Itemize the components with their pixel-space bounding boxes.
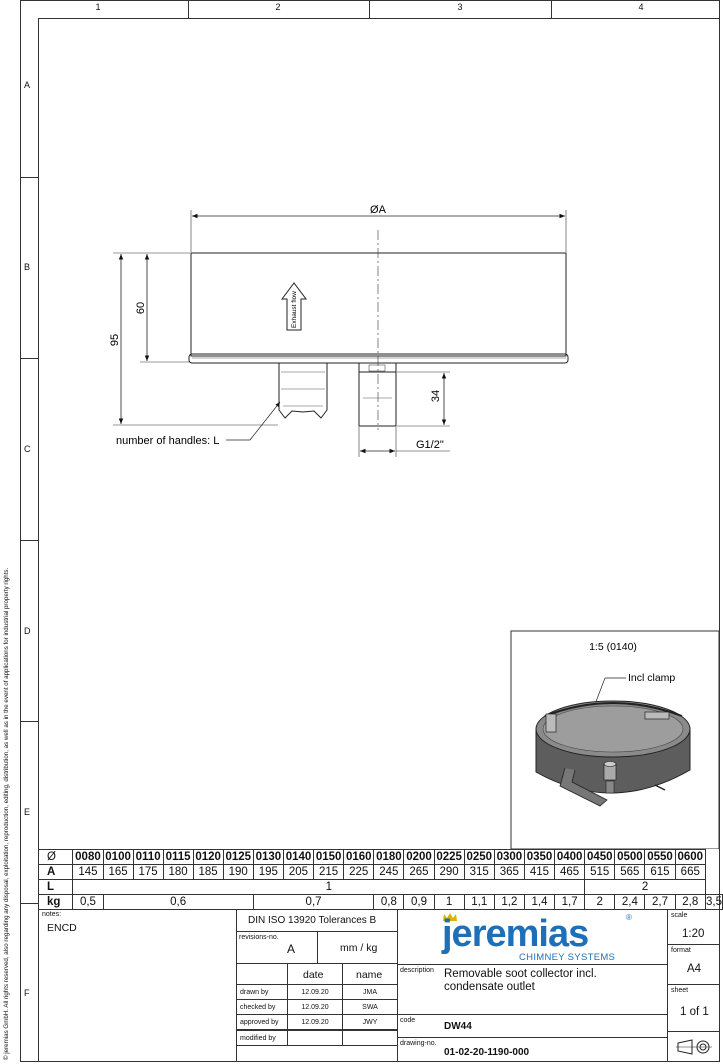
table-size-header: 0600: [675, 850, 705, 865]
approval-date-cell: [287, 984, 343, 1000]
table-cell-a: 315: [464, 865, 494, 880]
description-text: Removable soot collector incl. condensate outlet: [444, 968, 597, 993]
dimension-95-label: 95: [109, 333, 121, 347]
collector-body: [191, 253, 566, 356]
table-cell-kg: 0,8: [374, 895, 404, 910]
sheet-cell: [667, 984, 720, 1032]
approval-name: SWA: [362, 1004, 378, 1011]
table-row-label: L: [39, 880, 73, 895]
table-cell-a: 190: [223, 865, 253, 880]
row-letter: C: [24, 444, 31, 454]
table-cell-kg: 2,4: [615, 895, 645, 910]
table-cell-kg: 3,5: [706, 895, 722, 908]
approval-header-blank: [236, 963, 288, 985]
table-cell-a: 245: [374, 865, 404, 880]
column-number: 2: [275, 2, 281, 12]
table-cell-kg: 2,8: [675, 895, 705, 910]
approval-date: 12.09.20: [301, 1019, 329, 1026]
notes-cell: [38, 909, 237, 1062]
code-cell: [397, 1014, 668, 1038]
revision-label: revisions-no.: [239, 934, 279, 941]
dimension-diameter-label: ØA: [370, 204, 386, 216]
sheet-label: sheet: [671, 987, 689, 994]
table-cell-kg: 1,4: [524, 895, 554, 910]
approval-name-cell: [342, 999, 398, 1015]
detail-scale-label: 1:5 (0140): [589, 641, 637, 653]
approval-name-cell: [342, 1014, 398, 1030]
table-cell-kg: 0,5: [73, 895, 103, 910]
table-cell-a: 665: [675, 865, 705, 880]
table-size-header: 0200: [404, 850, 434, 865]
drawing-no-value: 01-02-20-1190-000: [444, 1047, 530, 1058]
brand-logo: jeremias: [442, 913, 589, 955]
logo-cell: [397, 909, 668, 965]
drawing-no-cell: [397, 1037, 668, 1062]
tolerance-cell: [236, 909, 398, 932]
table-cell-a: 415: [524, 865, 554, 880]
approval-date: 12.09.20: [301, 989, 329, 996]
sheet-value: 1 of 1: [680, 1006, 709, 1018]
code-label: code: [400, 1017, 416, 1024]
approval-date-cell: [287, 1014, 343, 1030]
approval-role-cell: [236, 1030, 288, 1046]
table-size-header: 0100: [103, 850, 133, 865]
table-size-header: 0150: [314, 850, 344, 865]
approval-name: JMA: [363, 989, 377, 996]
table-cell-kg: 0,6: [103, 895, 253, 910]
table-size-header: 0160: [344, 850, 374, 865]
row-divider: [20, 903, 38, 904]
table-size-header: 0250: [464, 850, 494, 865]
date-header: date: [303, 969, 324, 981]
scale-label: scale: [671, 912, 688, 919]
column-number: 1: [95, 2, 101, 12]
table-row-label: kg: [39, 895, 73, 910]
collector-rim: [189, 354, 568, 363]
description-cell: [397, 964, 668, 1015]
table-size-header: 0500: [615, 850, 645, 865]
table-cell-kg: 1,7: [555, 895, 585, 910]
table-size-header: 0225: [434, 850, 464, 865]
table-row-label: A: [39, 865, 73, 880]
table-cell-kg: 0,9: [404, 895, 434, 910]
approval-name: JWY: [362, 1019, 378, 1026]
table-size-header: 0400: [555, 850, 585, 865]
approval-role: approved by: [240, 1019, 279, 1026]
table-size-header: 0125: [223, 850, 253, 865]
table-cell-kg: 1: [434, 895, 464, 910]
tolerance-text: DIN ISO 13920 Tolerances B: [248, 915, 377, 926]
table-cell-kg: 2,7: [645, 895, 675, 910]
table-size-header: 0140: [283, 850, 313, 865]
description-label: description: [400, 967, 434, 974]
dimension-60-label: 60: [135, 301, 147, 315]
projection-cell: [667, 1031, 720, 1062]
table-header-symbol: Ø: [39, 850, 73, 865]
handles-leader: [250, 402, 280, 440]
table-size-header: 0120: [193, 850, 223, 865]
table-cell-a: 180: [163, 865, 193, 880]
table-cell-a: 215: [314, 865, 344, 880]
table-cell-a: 515: [585, 865, 615, 880]
table-cell-kg: 0,7: [253, 895, 374, 910]
approval-date-cell: [287, 1030, 343, 1046]
scale-cell: [667, 909, 720, 945]
table-size-header: 0450: [585, 850, 615, 865]
revision-value: A: [287, 942, 296, 956]
format-value: A4: [687, 963, 702, 975]
table-cell-kg: 1,1: [464, 895, 494, 910]
table-size-header: 0110: [133, 850, 163, 865]
approval-name-cell: [342, 1030, 398, 1046]
approval-role-cell: [236, 1014, 288, 1030]
outlet-nut: [359, 363, 396, 372]
table-cell-l: 1: [73, 880, 585, 895]
table-cell-a: 290: [434, 865, 464, 880]
scale-value: 1:20: [682, 928, 705, 940]
table-size-header: 0550: [645, 850, 675, 865]
table-cell-a: 195: [253, 865, 283, 880]
table-cell-a: 225: [344, 865, 374, 880]
format-label: format: [671, 947, 691, 954]
table-cell-a: 185: [193, 865, 223, 880]
notes-value: ENCD: [47, 922, 77, 934]
approval-role-cell: [236, 984, 288, 1000]
condensate-outlet: [359, 372, 396, 426]
table-cell-kg: 1,2: [494, 895, 524, 910]
copyright-notice: © jeremias GmbH. All rights reserved, also regarding any disposal, exploitation, reproduction, editing, distribution, as well as in the event of applications for industrial property rights.: [3, 567, 10, 1060]
table-cell-a: 205: [283, 865, 313, 880]
table-size-header: 0300: [494, 850, 524, 865]
code-value: DW44: [444, 1021, 472, 1032]
name-header: name: [356, 969, 383, 981]
row-letter: B: [24, 262, 31, 272]
dimension-34-label: 34: [430, 389, 442, 403]
table-size-header: 0350: [524, 850, 554, 865]
table-size-header: 0080: [73, 850, 103, 865]
format-cell: [667, 944, 720, 985]
table-cell-a: 365: [494, 865, 524, 880]
handle: [279, 363, 327, 418]
approval-role-cell: [236, 999, 288, 1015]
table-size-header: 0115: [163, 850, 193, 865]
table-cell-kg: 2: [585, 895, 615, 910]
column-number: 3: [457, 2, 463, 12]
name-header-cell: [342, 963, 398, 985]
row-letter: D: [24, 626, 31, 636]
units-cell: [317, 931, 398, 964]
clamp-callout: Incl clamp: [628, 672, 676, 684]
table-size-header: 0130: [253, 850, 283, 865]
drawing-no-label: drawing-no.: [400, 1040, 437, 1047]
projection-symbol-icon: [676, 1039, 712, 1055]
approval-date: 12.09.20: [301, 1004, 329, 1011]
row-letter: F: [24, 988, 30, 998]
column-number: 4: [638, 2, 644, 12]
size-table: [38, 849, 723, 910]
exhaust-flow-label: Exhaust flow: [291, 291, 298, 328]
date-header-cell: [287, 963, 343, 985]
row-letter: A: [24, 80, 31, 90]
table-cell-a: 565: [615, 865, 645, 880]
table-cell-a: 465: [555, 865, 585, 880]
approval-date-cell: [287, 999, 343, 1015]
brand-subtitle: CHIMNEY SYSTEMS: [519, 952, 616, 963]
table-size-header: 0180: [374, 850, 404, 865]
registered-mark: ®: [626, 913, 632, 922]
table-cell-l: 2: [585, 880, 706, 895]
approval-role: modified by: [240, 1035, 276, 1042]
approval-role: checked by: [240, 1004, 276, 1011]
thread-label: G1/2": [416, 439, 444, 451]
table-cell-a: 265: [404, 865, 434, 880]
table-cell-a: 145: [73, 865, 103, 880]
revision-cell: [236, 931, 318, 964]
table-cell-a: 165: [103, 865, 133, 880]
table-cell-a: 615: [645, 865, 675, 880]
approval-name-cell: [342, 984, 398, 1000]
row-letter: E: [24, 807, 31, 817]
handles-note: number of handles: L: [116, 435, 220, 447]
notes-label: notes:: [42, 911, 62, 918]
table-cell-a: 175: [133, 865, 163, 880]
approval-role: drawn by: [240, 989, 269, 996]
units-value: mm / kg: [340, 942, 378, 954]
